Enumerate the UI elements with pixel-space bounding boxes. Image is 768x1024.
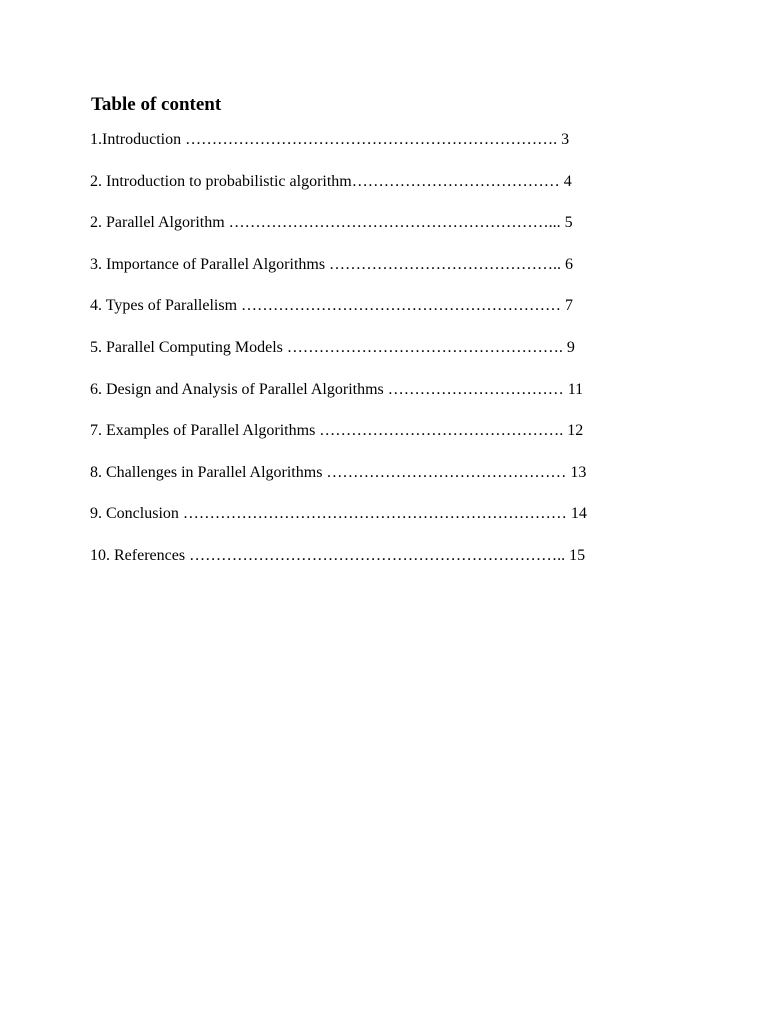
toc-entry — [90, 544, 650, 586]
toc-heading: Table of content — [91, 94, 222, 115]
toc-entry-text: 5. Parallel Computing Models ……………………………………………. 9 — [90, 338, 575, 356]
toc-list — [90, 128, 650, 586]
toc-entry — [90, 294, 650, 336]
toc-entry — [90, 419, 650, 461]
toc-entry-text: 4. Types of Parallelism …………………………………………………… 7 — [90, 297, 574, 315]
toc-entry — [90, 128, 650, 170]
toc-entry-text: 9. Conclusion ……………………………………………………………… 14 — [90, 505, 587, 523]
toc-entry-text: 2. Introduction to probabilistic algorithm………………………………… 4 — [90, 172, 572, 190]
toc-entry — [90, 461, 650, 503]
toc-entry — [90, 211, 650, 253]
toc-entry — [90, 502, 650, 544]
toc-entry — [90, 170, 650, 212]
toc-entry-text: 7. Examples of Parallel Algorithms ………………………………………. 12 — [90, 422, 584, 440]
toc-entry — [90, 253, 650, 295]
toc-entry-text: 8. Challenges in Parallel Algorithms ……………………………………… 13 — [90, 463, 587, 481]
toc-entry — [90, 378, 650, 420]
toc-entry-text: 1.Introduction ……………………………………………………………. 3 — [90, 131, 570, 148]
toc-entry-text: 2. Parallel Algorithm ……………………………………………………... 5 — [90, 214, 573, 232]
toc-entry-text: 3. Importance of Parallel Algorithms …………………………………….. 6 — [90, 255, 574, 273]
toc-entry-text: 10. References …………………………………………………………….. 15 — [90, 546, 586, 564]
toc-entry — [90, 336, 650, 378]
toc-entry-text: 6. Design and Analysis of Parallel Algorithms …………………………… 11 — [90, 380, 584, 398]
